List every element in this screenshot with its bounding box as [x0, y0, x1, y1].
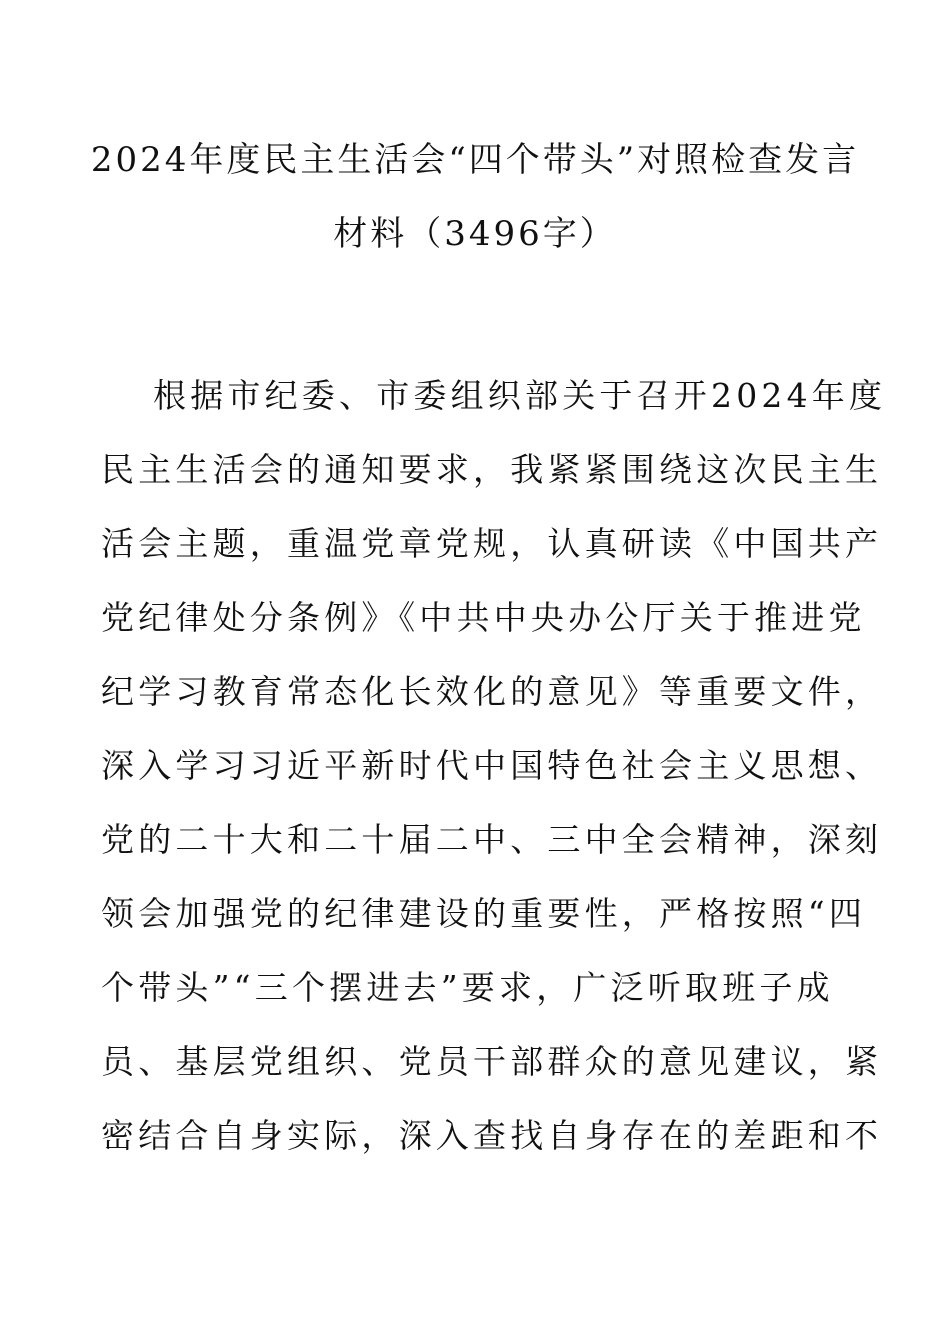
body-line-5: 纪学习教育常态化长效化的意见》等重要文件，	[101, 672, 883, 711]
body-line-7: 党的二十大和二十届二中、三中全会精神，深刻	[101, 820, 883, 859]
body-line-10: 员、基层党组织、党员干部群众的意见建议，紧	[101, 1042, 883, 1081]
body-line-2: 民主生活会的通知要求，我紧紧围绕这次民主生	[101, 450, 883, 489]
document-title-line-1: 2024年度民主生活会“四个带头”对照检查发言	[90, 140, 860, 180]
body-line-3: 活会主题，重温党章党规，认真研读《中国共产	[101, 524, 883, 563]
body-line-6: 深入学习习近平新时代中国特色社会主义思想、	[101, 746, 883, 785]
body-line-1: 根据市纪委、市委组织部关于召开2024年度	[153, 376, 887, 415]
body-line-8: 领会加强党的纪律建设的重要性，严格按照“四	[101, 894, 867, 933]
body-line-4: 党纪律处分条例》《中共中央办公厅关于推进党	[101, 598, 866, 637]
body-line-9: 个带头”“三个摆进去”要求，广泛听取班子成	[101, 968, 834, 1007]
body-line-11: 密结合自身实际，深入查找自身存在的差距和不	[101, 1116, 883, 1155]
document-title-line-2: 材料（3496字）	[333, 214, 617, 254]
